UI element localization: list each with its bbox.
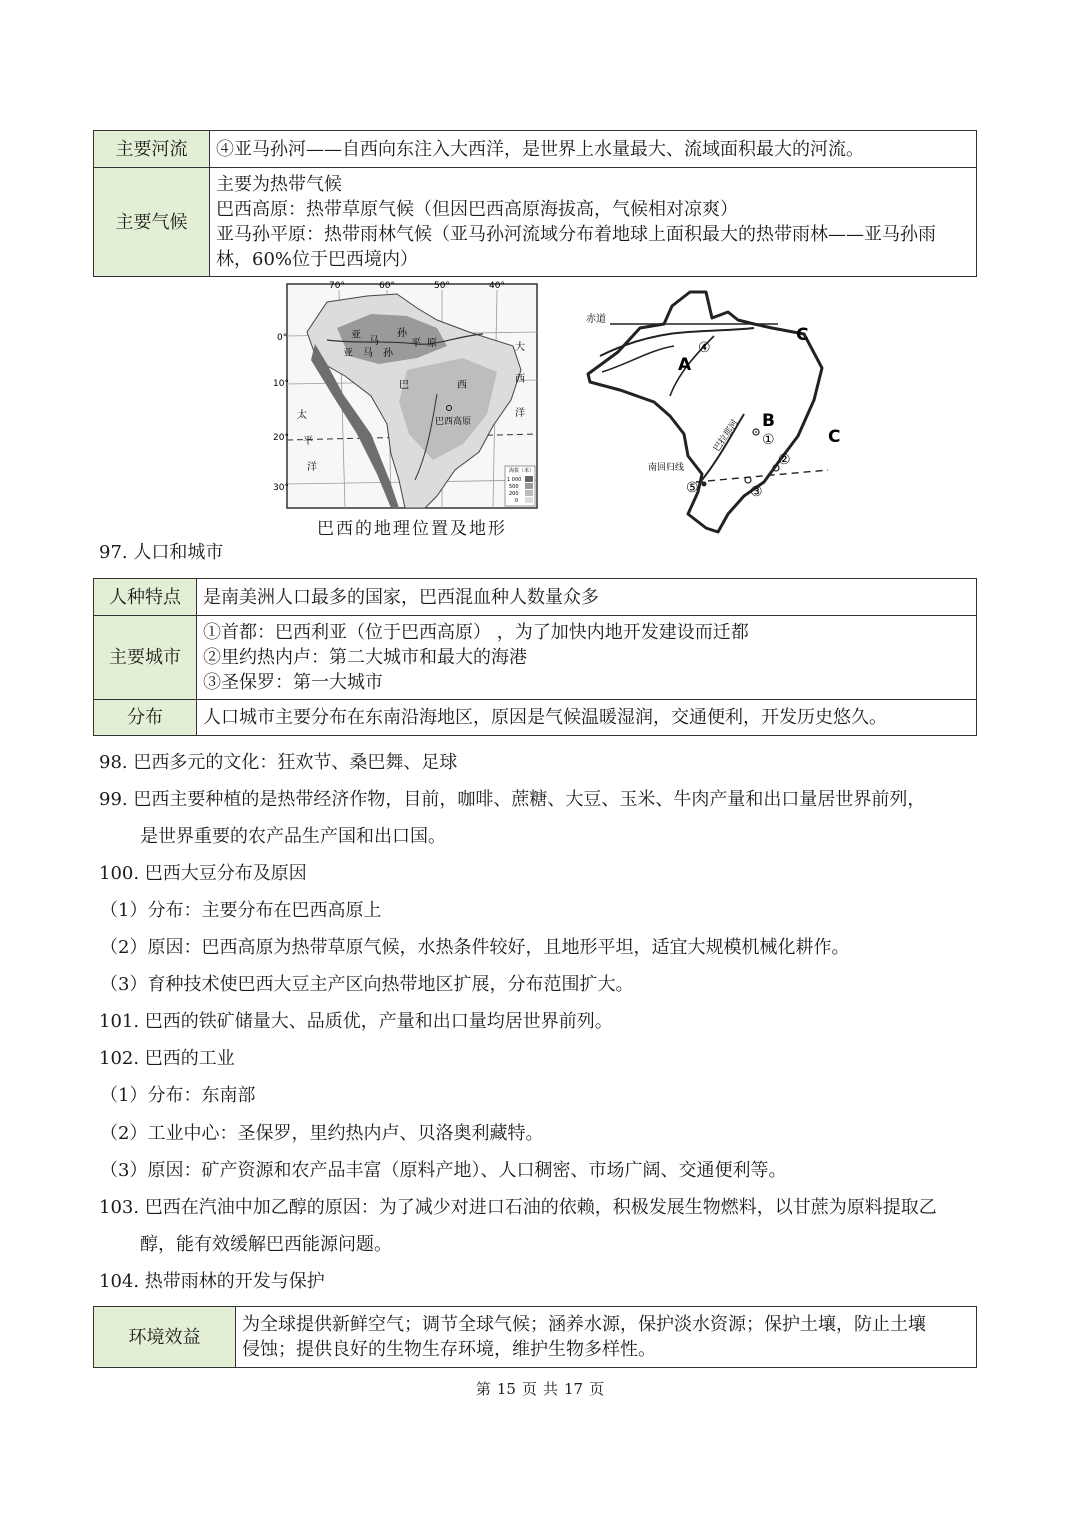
marker-5: ⑤ [686,480,699,496]
place-label: 洋 [307,462,317,473]
legend-value: 500 [509,484,519,490]
river-label: 巴拉那河 [712,418,741,454]
map-caption: 巴西的地理位置及地形 [317,519,507,539]
paragraph: （1）分布：主要分布在巴西高原上 [100,900,382,921]
paragraph: 是世界重要的农产品生产国和出口国。 [140,826,446,847]
region-label-c: C [828,427,841,447]
place-label: 孙 [397,328,407,339]
lon-label: 60° [379,281,395,291]
paragraph: 100. 巴西大豆分布及原因 [99,863,307,884]
row-value: 是南美洲人口最多的国家，巴西混血种人数量众多 [197,579,977,616]
row-label: 主要河流 [94,131,210,168]
table-row [94,579,977,616]
lon-label: 40° [489,281,505,291]
paragraph: （1）分布：东南部 [100,1085,256,1106]
row-value: ④亚马孙河——自西向东注入大西洋，是世界上水量最大、流域面积最大的河流。 [210,131,977,168]
page-number: 15 [496,1380,516,1398]
row-label: 分布 [94,700,197,736]
region-label-a: A [678,355,692,375]
lat-label: 20° [273,433,289,443]
paragraph: （3）育种技术使巴西大豆主产区向热带地区扩展，分布范围扩大。 [100,974,634,995]
place-label: 原 [427,338,437,349]
row-value: 人口城市主要分布在东南沿海地区，原因是气候温暖湿润，交通便利，开发历史悠久。 [197,700,977,736]
marker-3: ③ [750,484,763,500]
rainforest-benefit-table [93,1306,977,1368]
table-row [94,131,977,168]
paragraph: （2）原因：巴西高原为热带草原气候，水热条件较好，且地形平坦，适宜大规模机械化耕作。 [100,937,850,958]
table-row [94,168,977,277]
legend-title: 海拔（米） [509,468,535,474]
lon-label: 70° [329,281,345,291]
lat-label: 10° [273,379,289,389]
climate-river-table [93,130,977,277]
paragraph: 101. 巴西的铁矿储量大、品质优，产量和出口量均居世界前列。 [99,1011,613,1032]
row-value: ①首都：巴西利亚（位于巴西高原） ，为了加快内地开发建设而迁都 ②里约热内卢：第二大城市和最大的海港 ③圣保罗：第一大城市 [197,616,977,700]
lon-label: 50° [434,281,450,291]
place-label: 大 [515,342,525,353]
row-label: 人种特点 [94,579,197,616]
paragraph: 103. 巴西在汽油中加乙醇的原因：为了减少对进口石油的依赖，积极发展生物燃料，以甘蔗为原料提取乙 [99,1197,937,1218]
row-value: 为全球提供新鲜空气；调节全球气候；涵养水源，保护淡水资源；保护土壤，防止土壤 侵蚀；提供良好的生物生存环境，维护生物多样性。 [236,1307,977,1368]
place-label: 马 [369,336,379,347]
marker-4: ④ [698,340,711,356]
population-city-table [93,578,977,736]
place-label: 亚 [351,330,361,341]
legend-value: 1 000 [507,477,522,483]
brazil-terrain-map [273,281,539,510]
paragraph: 104. 热带雨林的开发与保护 [99,1271,325,1292]
place-label: 西 [515,374,525,385]
table-row [94,700,977,736]
place-label: 西 [457,380,467,391]
place-label: 马 [363,348,373,359]
legend-value: 0 [515,498,519,504]
place-label: 孙 [383,348,393,359]
equator-label: 赤道 [586,314,606,325]
paragraph: 99. 巴西主要种植的是热带经济作物，目前，咖啡、蔗糖、大豆、玉米、牛肉产量和出口量居世界前列， [99,789,926,810]
page-total: 17 [564,1380,584,1398]
row-value: 主要为热带气候 巴西高原：热带草原气候（但因巴西高原海拔高，气候相对凉爽） 亚马孙平原：热带雨林气候（亚马孙河流域分布着地球上面积最大的热带雨林——亚马孙雨 林，60%位于巴西境内） [210,168,977,277]
region-label-b: B [762,411,775,431]
paragraph: 醇，能有效缓解巴西能源问题。 [140,1234,392,1255]
table-row [94,616,977,700]
place-label: 太 [297,410,307,421]
marker-1: ① [762,432,775,448]
marker-2: ② [778,452,791,468]
place-label: 平 [411,338,421,349]
brazil-outline-map [578,284,868,536]
region-label-c: C [796,325,809,345]
row-label: 主要气候 [94,168,210,277]
tropic-label: 南回归线 [648,463,685,473]
place-label: 平 [303,436,313,447]
paragraph: （3）原因：矿产资源和农产品丰富（原料产地）、人口稠密、市场广阔、交通便利等。 [100,1160,787,1181]
place-label: 巴 [399,380,409,391]
place-label: 亚 [343,348,353,359]
row-label: 环境效益 [94,1307,236,1368]
lat-label: 30° [273,483,289,493]
place-label: 巴西高原 [435,417,472,427]
legend-value: 200 [509,491,519,497]
paragraph: （2）工业中心：圣保罗，里约热内卢、贝洛奥利藏特。 [100,1123,544,1144]
table-row [94,1307,977,1368]
page-footer: 第 15 页 共 17 页 [475,1380,605,1398]
section-heading: 97. 人口和城市 [99,542,224,563]
place-label: 洋 [515,408,525,419]
paragraph: 98. 巴西多元的文化：狂欢节、桑巴舞、足球 [99,752,458,773]
paragraph: 102. 巴西的工业 [99,1048,235,1069]
lat-label: 0° [277,333,288,343]
row-label: 主要城市 [94,616,197,700]
